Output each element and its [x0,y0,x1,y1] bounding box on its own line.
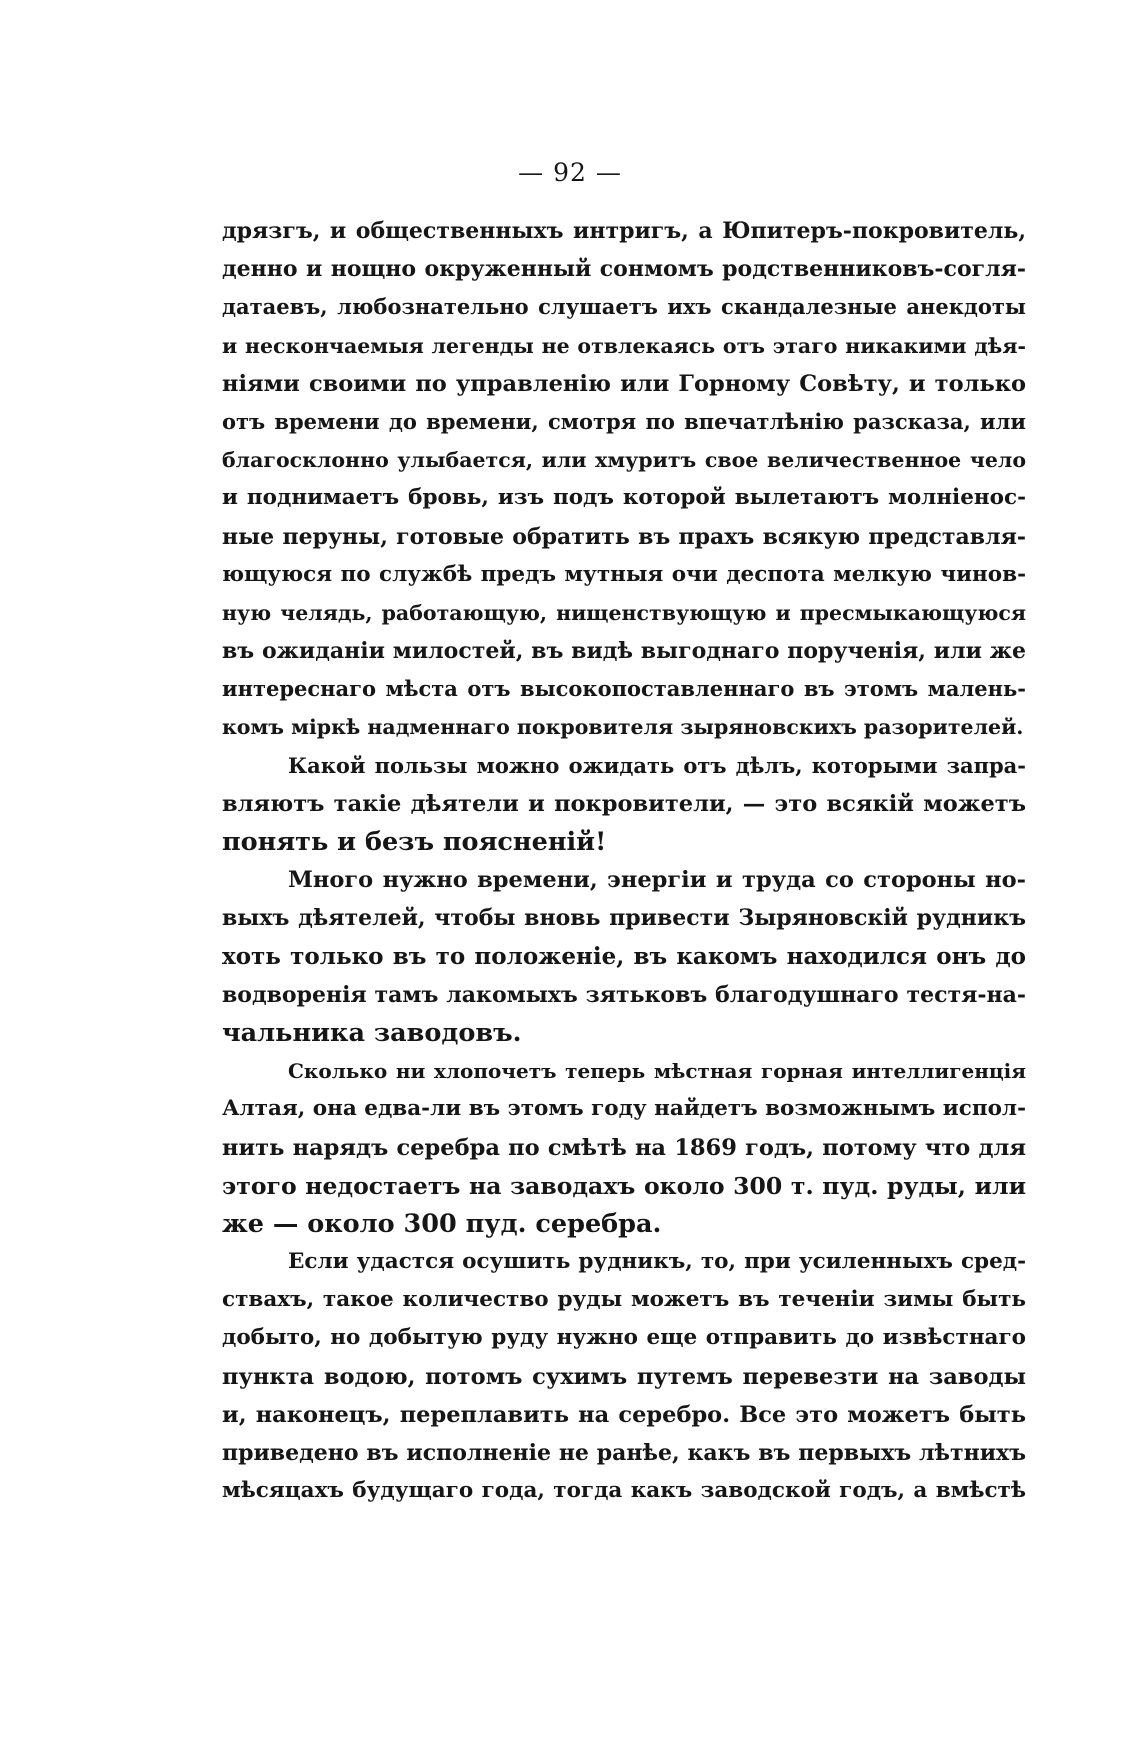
text-line: датаевъ, любознательно слушаетъ ихъ скандалезные анекдоты [222,294,1026,320]
text-line: благосклонно улыбается, или хмуритъ свое величественное чело [222,448,1026,473]
text-line: выхъ дѣятелей, чтобы вновь привести Зыряновскій рудникъ [222,905,1026,932]
text-line: водворенія тамъ лакомыхъ зятьковъ благодушнаго тестя-на- [222,981,1026,1008]
text-line: въ ожиданіи милостей, въ видѣ выгоднаго порученія, или же [222,638,1026,665]
text-line: вляютъ такіе дѣятели и покровители, — это всякій можетъ [222,790,1026,817]
text-line: добыто, но добытую руду нужно еще отправить до извѣстнаго [222,1325,1026,1351]
text-line: Какой пользы можно ожидать отъ дѣлъ, которыми запра- [288,752,1026,778]
paragraph-5 [222,1243,1026,1510]
text-line: хоть только въ то положеніе, въ какомъ находился онъ до [222,942,1026,970]
text-line: комъ міркѣ надменнаго покровителя зыряновскихъ разорителей. [222,715,1024,740]
text-line: денно и нощно окруженный сонмомъ родственниковъ-согля- [222,256,1026,283]
text-line: ствахъ, такое количество руды можетъ въ теченіи зимы быть [222,1287,1026,1313]
text-line: Сколько ни хлопочетъ теперь мѣстная горная интеллигенція [288,1059,1026,1084]
page-number: — 92 — [518,158,622,187]
paragraph-2 [222,747,1026,862]
text-line: и нескончаемыя легенды не отвлекаясь отъ этаго никакими дѣя- [222,333,1026,358]
text-line: понять и безъ поясненій! [222,827,607,857]
text-line: этого недостаетъ на заводахъ около 300 т. пуд. руды, или [222,1171,1026,1200]
text-line: интереснаго мѣста отъ высокопоставленнаго въ этомъ малень- [222,676,1026,702]
text-line: Алтая, она едва-ли въ этомъ году найдетъ возможнымъ испол- [222,1096,1026,1122]
paragraph-3 [222,861,1026,1052]
text-line: приведено въ исполненіе не ранѣе, какъ въ первыхъ лѣтнихъ [222,1440,1026,1466]
text-line: и, наконецъ, переплавить на серебро. Все это можетъ быть [222,1401,1026,1428]
text-line: Много нужно времени, энергіи и труда со стороны но- [288,867,1026,894]
text-line: Если удастся осушить рудникъ, то, при усиленныхъ сред- [288,1249,1026,1275]
text-line: ніями своими по управленію или Горному Совѣту, и только [222,370,1026,397]
text-line: же — около 300 пуд. серебра. [222,1208,662,1239]
text-line: ющуюся по службѣ предъ мутныя очи деспота мелкую чинов- [222,561,1026,587]
paragraph-1 [222,212,1026,747]
text-line: ные перуны, готовые обратить въ прахъ всякую представля- [222,523,1026,550]
paragraph-4 [222,1052,1026,1243]
text-line: чальника заводовъ. [222,1017,522,1048]
text-line: дрязгъ, и общественныхъ интригъ, а Юпитеръ-покровитель, [222,218,1026,244]
text-line: ную челядь, работающую, нищенствующую и пресмыкающуюся [222,600,1026,625]
text-line: нить нарядъ серебра по смѣтѣ на 1869 годъ, потому что для [222,1134,1026,1161]
text-line: мѣсяцахъ будущаго года, тогда какъ заводской годъ, а вмѣстѣ [222,1478,1026,1504]
body-text [222,212,1026,1510]
text-line: отъ времени до времени, смотря по впечатлѣнію разсказа, или [222,408,1026,434]
text-line: и поднимаетъ бровь, изъ подъ которой вылетаютъ молніенос- [222,485,1026,511]
text-line: пункта водою, потомъ сухимъ путемъ перевезти на заводы [222,1363,1026,1390]
